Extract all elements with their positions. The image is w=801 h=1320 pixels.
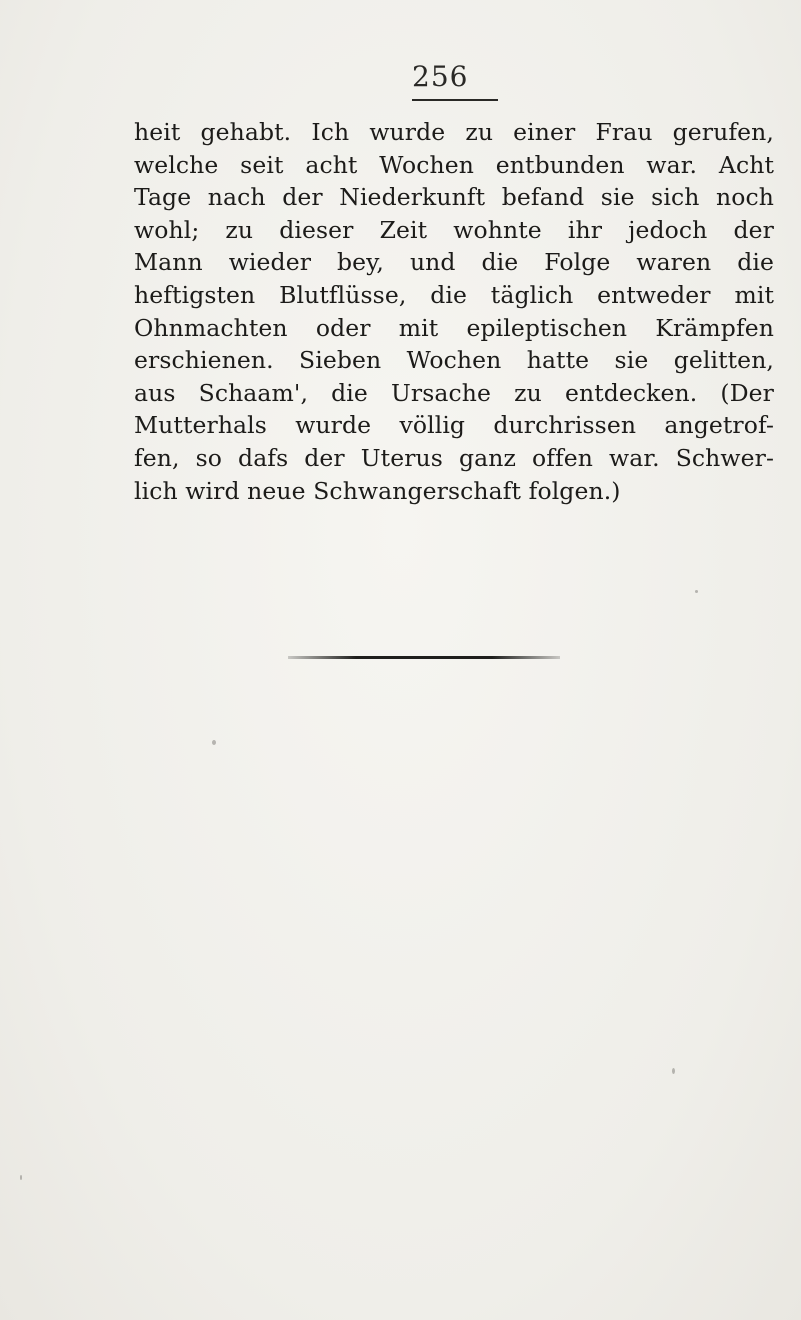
paper-speck bbox=[672, 1068, 675, 1074]
text-line: aus Schaam', die Ursache zu entdecken. (Der bbox=[134, 378, 774, 407]
paper-speck bbox=[212, 740, 216, 745]
text-line: welche seit acht Wochen entbunden war. Acht bbox=[134, 150, 774, 179]
paper-speck bbox=[695, 590, 698, 593]
paper-speck bbox=[20, 1175, 22, 1180]
text-line: Mann wieder bey, und die Folge waren die bbox=[134, 248, 774, 277]
text-line: Ohnmachten oder mit epileptischen Krämpfen bbox=[134, 313, 774, 342]
text-line: heit gehabt. Ich wurde zu einer Frau gerufen, bbox=[134, 118, 774, 146]
text-line: heftigsten Blutflüsse, die täglich entweder mit bbox=[134, 280, 774, 309]
text-line: Mutterhals wurde völlig durchrissen angetrof- bbox=[134, 411, 774, 440]
body-paragraph bbox=[134, 116, 774, 507]
text-line: wohl; zu dieser Zeit wohnte ihr jedoch der bbox=[134, 215, 774, 244]
text-line: erschienen. Sieben Wochen hatte sie gelitten, bbox=[134, 346, 774, 375]
text-line: Tage nach der Niederkunft befand sie sich noch bbox=[134, 183, 774, 212]
page-number-underline bbox=[412, 99, 498, 101]
text-line: lich wird neue Schwangerschaft folgen.) bbox=[134, 476, 621, 505]
section-end-rule bbox=[288, 656, 560, 659]
text-line: fen, so dafs der Uterus ganz offen war. Schwer- bbox=[134, 443, 774, 472]
page-number: 256 bbox=[412, 60, 469, 93]
